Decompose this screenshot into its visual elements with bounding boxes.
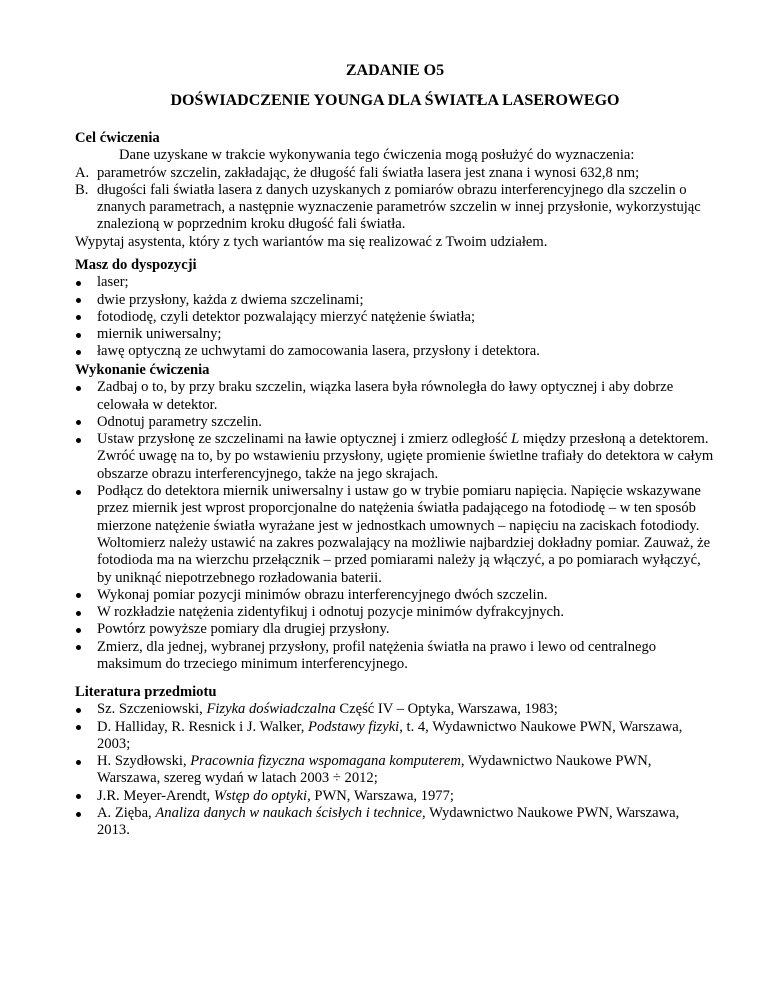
bullet-icon bbox=[76, 725, 81, 730]
list-item: Zmierz, dla jednej, wybranej przysłony, profil natężenia światła na prawo i lewo od centralnego maksimum do trzeciego minimum interferencyjnego. bbox=[75, 639, 715, 674]
procedure-heading: Wykonanie ćwiczenia bbox=[75, 362, 210, 378]
reference-item: H. Szydłowski, Pracownia fizyczna wspomagana komputerem, Wydawnictwo Naukowe PWN, Warszawa, szereg wydań w latach 2003 ÷ 2012; bbox=[75, 753, 715, 788]
goal-intro: Dane uzyskane w trakcie wykonywania tego ćwiczenia mogą posłużyć do wyznaczenia: bbox=[119, 147, 635, 164]
option-letter: A. bbox=[75, 164, 90, 181]
list-item: Zadbaj o to, by przy braku szczelin, wiązka lasera była równoległa do ławy optycznej i aby dobrze celowała w detektor. bbox=[75, 379, 715, 414]
reference-item: J.R. Meyer-Arendt, Wstęp do optyki, PWN, Warszawa, 1977; bbox=[75, 788, 715, 805]
list-item: W rozkładzie natężenia zidentyfikuj i odnotuj pozycje minimów dyfrakcyjnych. bbox=[75, 604, 715, 621]
reference-title: Wstęp do optyki bbox=[213, 787, 308, 804]
equipment-heading: Masz do dyspozycji bbox=[75, 257, 197, 273]
document-subtitle: DOŚWIADCZENIE YOUNGA DLA ŚWIATŁA LASEROWEGO bbox=[170, 92, 620, 109]
distance-symbol: L bbox=[511, 431, 520, 448]
bullet-icon bbox=[76, 350, 81, 355]
literature-heading: Literatura przedmiotu bbox=[75, 684, 217, 700]
equipment-section bbox=[75, 257, 715, 361]
list-item: fotodiodę, czyli detektor pozwalający mierzyć natężenie światła; bbox=[75, 309, 715, 326]
goal-option-a bbox=[75, 165, 715, 182]
reference-title: Fizyka doświadczalna bbox=[206, 701, 336, 718]
bullet-icon bbox=[76, 593, 81, 598]
reference-title: Analiza danych w naukach ścisłych i technice bbox=[155, 805, 423, 822]
bullet-icon bbox=[76, 490, 81, 495]
reference-item: D. Halliday, R. Resnick i J. Walker, Podstawy fizyki, t. 4, Wydawnictwo Naukowe PWN, Warszawa, 2003; bbox=[75, 719, 715, 754]
bullet-icon bbox=[76, 386, 81, 391]
bullet-icon bbox=[76, 645, 81, 650]
list-item: Podłącz do detektora miernik uniwersalny i ustaw go w trybie pomiaru napięcia. Napięcie wskazywane przez miernik jest wprost proporcjonalne do natężenia światła padającego na fotodiodę – w ten sposób mierzone natężenie światła wyrażane jest w jednostkach umownych – napięciu na zaciskach fotodiody. Woltomierz należy ustawić na zakres pozwalający na możliwie najbardziej dokładny pomiar. Zauważ, że fotodioda ma na wierzchu przełącznik – przed pomiarami należy ją włączyć, a po pomiarach wyłączyć, by uniknąć niepotrzebnego rozładowania baterii. bbox=[75, 483, 715, 587]
option-text: parametrów szczelin, zakładając, że długość fali światła lasera jest znana i wynosi 632,8 nm; bbox=[97, 164, 640, 181]
option-letter: B. bbox=[75, 181, 89, 198]
reference-title: Pracownia fizyczna wspomagana komputerem bbox=[190, 753, 461, 770]
goal-closing: Wypytaj asystenta, który z tych wariantów ma się realizować z Twoim udziałem. bbox=[75, 233, 548, 250]
document-title: ZADANIE O5 bbox=[345, 62, 445, 79]
bullet-icon bbox=[76, 333, 81, 338]
goal-option-b bbox=[75, 182, 715, 234]
bullet-icon bbox=[76, 611, 81, 616]
bullet-icon bbox=[76, 281, 81, 286]
reference-title: Podstawy fizyki bbox=[308, 718, 400, 735]
procedure-section bbox=[75, 362, 715, 673]
literature-section bbox=[75, 684, 715, 840]
bullet-icon bbox=[76, 628, 81, 633]
goal-section bbox=[75, 130, 715, 251]
goal-heading: Cel ćwiczenia bbox=[75, 130, 160, 146]
reference-item: A. Zięba, Analiza danych w naukach ścisłych i technice, Wydawnictwo Naukowe PWN, Warszawa, 2013. bbox=[75, 805, 715, 840]
list-item: Odnotuj parametry szczelin. bbox=[75, 414, 715, 431]
option-text: długości fali światła lasera z danych uzyskanych z pomiarów obrazu interferencyjnego dla szczelin o znanych parametrach, a następnie wyznaczenie parametrów szczelin w innej przysłonie, wykorzystując znalezioną w poprzednim kroku długość fali światła. bbox=[97, 181, 701, 233]
list-item: laser; bbox=[75, 274, 715, 291]
bullet-icon bbox=[76, 794, 81, 799]
bullet-icon bbox=[76, 812, 81, 817]
reference-item: Sz. Szczeniowski, Fizyka doświadczalna Część IV – Optyka, Warszawa, 1983; bbox=[75, 701, 715, 718]
list-item: Powtórz powyższe pomiary dla drugiej przysłony. bbox=[75, 621, 715, 638]
list-item: Wykonaj pomiar pozycji minimów obrazu interferencyjnego dwóch szczelin. bbox=[75, 587, 715, 604]
list-item: miernik uniwersalny; bbox=[75, 326, 715, 343]
list-item: Ustaw przysłonę ze szczelinami na ławie optycznej i zmierz odległość L między przesłoną a detektorem. Zwróć uwagę na to, by po wstawieniu przysłony, ugięte promienie świetlne trafiały do detektora w całym obszarze obrazu interferencyjnego, także na jego skrajach. bbox=[75, 431, 715, 483]
bullet-icon bbox=[76, 315, 81, 320]
bullet-icon bbox=[76, 760, 81, 765]
bullet-icon bbox=[76, 438, 81, 443]
bullet-icon bbox=[76, 298, 81, 303]
bullet-icon bbox=[76, 708, 81, 713]
list-item: dwie przysłony, każda z dwiema szczelinami; bbox=[75, 292, 715, 309]
list-item: ławę optyczną ze uchwytami do zamocowania lasera, przysłony i detektora. bbox=[75, 343, 715, 360]
bullet-icon bbox=[76, 420, 81, 425]
